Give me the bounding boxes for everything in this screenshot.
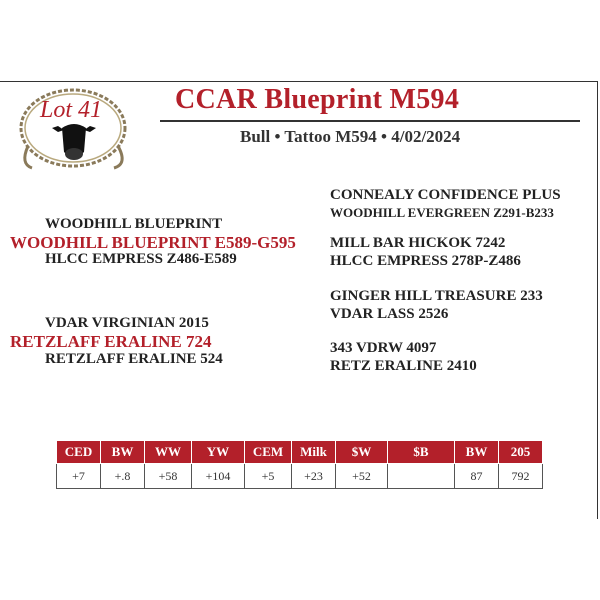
epd-header: BW bbox=[101, 441, 145, 464]
epd-header: CEM bbox=[245, 441, 292, 464]
epd-header: BW bbox=[455, 441, 499, 464]
epd-value-row bbox=[57, 464, 543, 489]
pedigree-g3: MILL BAR HICKOK 7242 bbox=[330, 235, 506, 251]
epd-header: $W bbox=[336, 441, 388, 464]
pedigree-g2: WOODHILL EVERGREEN Z291-B233 bbox=[330, 205, 554, 220]
pedigree-g7: 343 VDRW 4097 bbox=[330, 340, 437, 356]
epd-value: +52 bbox=[336, 464, 388, 489]
pedigree-sire-dam: HLCC EMPRESS Z486-E589 bbox=[45, 251, 237, 267]
lot-label: Lot 41 bbox=[40, 97, 103, 123]
epd-value: 87 bbox=[455, 464, 499, 489]
epd-header: YW bbox=[192, 441, 245, 464]
epd-value: +.8 bbox=[101, 464, 145, 489]
pedigree-g4: HLCC EMPRESS 278P-Z486 bbox=[330, 253, 521, 269]
epd-value bbox=[388, 464, 455, 489]
animal-subtitle: Bull • Tattoo M594 • 4/02/2024 bbox=[240, 127, 461, 146]
pedigree-g1: CONNEALY CONFIDENCE PLUS bbox=[330, 187, 561, 203]
pedigree-dam: RETZLAFF ERALINE 724 bbox=[10, 332, 212, 351]
cow-head-icon bbox=[52, 124, 96, 160]
epd-value: 792 bbox=[499, 464, 543, 489]
pedigree-sire: WOODHILL BLUEPRINT E589-G595 bbox=[10, 233, 296, 252]
epd-header-row bbox=[57, 441, 543, 464]
epd-header: $B bbox=[388, 441, 455, 464]
epd-value: +5 bbox=[245, 464, 292, 489]
pedigree-dam-dam: RETZLAFF ERALINE 524 bbox=[45, 351, 223, 367]
epd-header: CED bbox=[57, 441, 101, 464]
pedigree-sire-sire: WOODHILL BLUEPRINT bbox=[45, 216, 223, 232]
epd-header: WW bbox=[145, 441, 192, 464]
epd-table bbox=[56, 440, 543, 489]
epd-header: Milk bbox=[292, 441, 336, 464]
epd-value: +23 bbox=[292, 464, 336, 489]
epd-value: +58 bbox=[145, 464, 192, 489]
pedigree-g5: GINGER HILL TREASURE 233 bbox=[330, 288, 543, 304]
pedigree-g8: RETZ ERALINE 2410 bbox=[330, 358, 477, 374]
pedigree-dam-sire: VDAR VIRGINIAN 2015 bbox=[45, 315, 209, 331]
title-divider bbox=[160, 120, 580, 122]
epd-value: +7 bbox=[57, 464, 101, 489]
epd-value: +104 bbox=[192, 464, 245, 489]
pedigree-g6: VDAR LASS 2526 bbox=[330, 306, 449, 322]
epd-header: 205 bbox=[499, 441, 543, 464]
animal-name: CCAR Blueprint M594 bbox=[175, 84, 460, 115]
